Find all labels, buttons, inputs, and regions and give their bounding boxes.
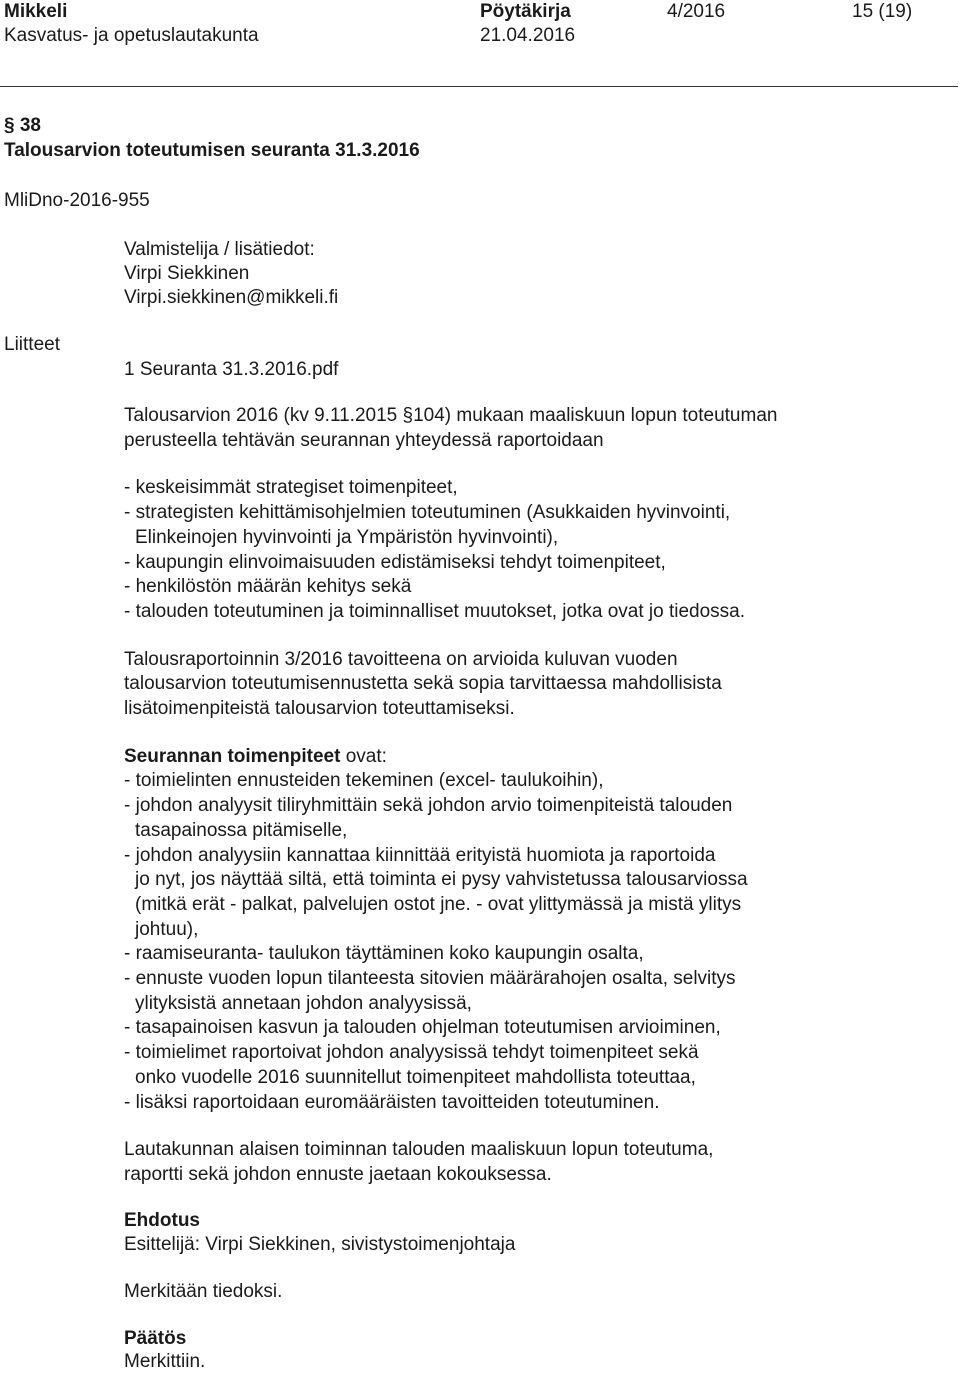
measure-item: tasapainossa pitämiselle,: [135, 819, 348, 841]
preparer-label: Valmistelija / lisätiedot:: [124, 239, 315, 260]
measure-item: - lisäksi raportoidaan euromääräisten tavoitteiden toteutuminen.: [124, 1091, 660, 1113]
proposal-heading: Ehdotus: [124, 1210, 200, 1231]
measures-heading: [124, 745, 924, 770]
report-item: - talouden toteutuminen ja toiminnalliset muutokset, jotka ovat jo tiedossa.: [124, 600, 746, 622]
measure-item: - johdon analyysit tiliryhmittäin sekä johdon arvio toimenpiteistä talouden: [124, 795, 733, 817]
header-date: 21.04.2016: [480, 25, 576, 46]
section-title: Talousarvion toteutumisen seuranta 31.3.2016: [4, 140, 420, 161]
decision-text: Merkittiin.: [124, 1351, 206, 1372]
measure-item: jo nyt, jos näyttää siltä, että toiminta ei pysy vahvistetussa talousarviossa: [135, 869, 748, 891]
intro-line: Talousarvion 2016 (kv 9.11.2015 §104) mukaan maaliskuun lopun toteutuman: [124, 405, 778, 426]
measure-item: ylityksistä annetaan johdon analyysissä,: [135, 992, 472, 1014]
goal-line: lisätoimenpiteistä talousarvion toteuttamiseksi.: [124, 698, 515, 720]
section-number: § 38: [4, 115, 41, 136]
attachment-link[interactable]: 1 Seuranta 31.3.2016.pdf: [124, 359, 339, 380]
header-divider: [0, 86, 958, 87]
decision-heading: Päätös: [124, 1328, 187, 1349]
measure-item: - tasapainoisen kasvun ja talouden ohjelman toteutumisen arvioiminen,: [124, 1017, 721, 1039]
goal-line: talousarvion toteutumisennustetta sekä sopia tarvittaessa mahdollisista: [124, 673, 722, 695]
measure-item: - raamiseuranta- taulukon täyttäminen koko kaupungin osalta,: [124, 943, 644, 965]
preparer-email: Virpi.siekkinen@mikkeli.fi: [124, 287, 339, 308]
preparer-name: Virpi Siekkinen: [124, 263, 250, 284]
measure-item: - toimielinten ennusteiden tekeminen (excel- taulukoihin),: [124, 770, 604, 792]
attachments-label: Liitteet: [4, 334, 60, 355]
header-page-number: 15 (19): [852, 1, 913, 22]
header-board: Kasvatus- ja opetuslautakunta: [4, 25, 259, 46]
header-meeting-no: 4/2016: [667, 1, 726, 22]
measure-item: - johdon analyysiin kannattaa kiinnittää erityistä huomiota ja raportoida: [124, 844, 716, 866]
report-item: Elinkeinojen hyvinvointi ja Ympäristön hyvinvointi),: [135, 526, 559, 548]
measure-item: - ennuste vuoden lopun tilanteesta sitovien määrärahojen osalta, selvitys: [124, 968, 736, 990]
report-item: - henkilöstön määrän kehitys sekä: [124, 576, 412, 598]
goal-line: Talousraportoinnin 3/2016 tavoitteena on arvioida kuluvan vuoden: [124, 648, 678, 670]
header-city: Mikkeli: [4, 1, 68, 22]
proposal-text: Merkitään tiedoksi.: [124, 1281, 283, 1302]
report-item: - kaupungin elinvoimaisuuden edistämiseksi tehdyt toimenpiteet,: [124, 551, 666, 573]
measures-heading-tail: ovat:: [340, 745, 387, 767]
intro-line: perusteella tehtävän seurannan yhteydessä raportoidaan: [124, 429, 604, 451]
closing-line: Lautakunnan alaisen toiminnan talouden maaliskuun lopun toteutuma,: [124, 1139, 714, 1161]
measure-item: johtuu),: [135, 918, 199, 940]
report-item: - strategisten kehittämisohjelmien toteutuminen (Asukkaiden hyvinvointi,: [124, 502, 731, 524]
header-doc-type: Pöytäkirja: [480, 1, 571, 22]
proposal-presenter: Esittelijä: Virpi Siekkinen, sivistystoimenjohtaja: [124, 1234, 516, 1255]
measures-heading-bold: Seurannan toimenpiteet: [124, 745, 341, 767]
measure-item: (mitkä erät - palkat, palvelujen ostot jne. - ovat ylittymässä ja mistä ylitys: [135, 893, 742, 915]
record-number: MliDno-2016-955: [4, 190, 150, 211]
measure-item: onko vuodelle 2016 suunnitellut toimenpiteet mahdollista toteuttaa,: [135, 1066, 696, 1088]
report-item: - keskeisimmät strategiset toimenpiteet,: [124, 477, 458, 499]
body-text: [124, 404, 924, 1188]
closing-line: raportti sekä johdon ennuste jaetaan kokouksessa.: [124, 1163, 552, 1185]
measure-item: - toimielimet raportoivat johdon analyysissä tehdyt toimenpiteet sekä: [124, 1042, 699, 1064]
